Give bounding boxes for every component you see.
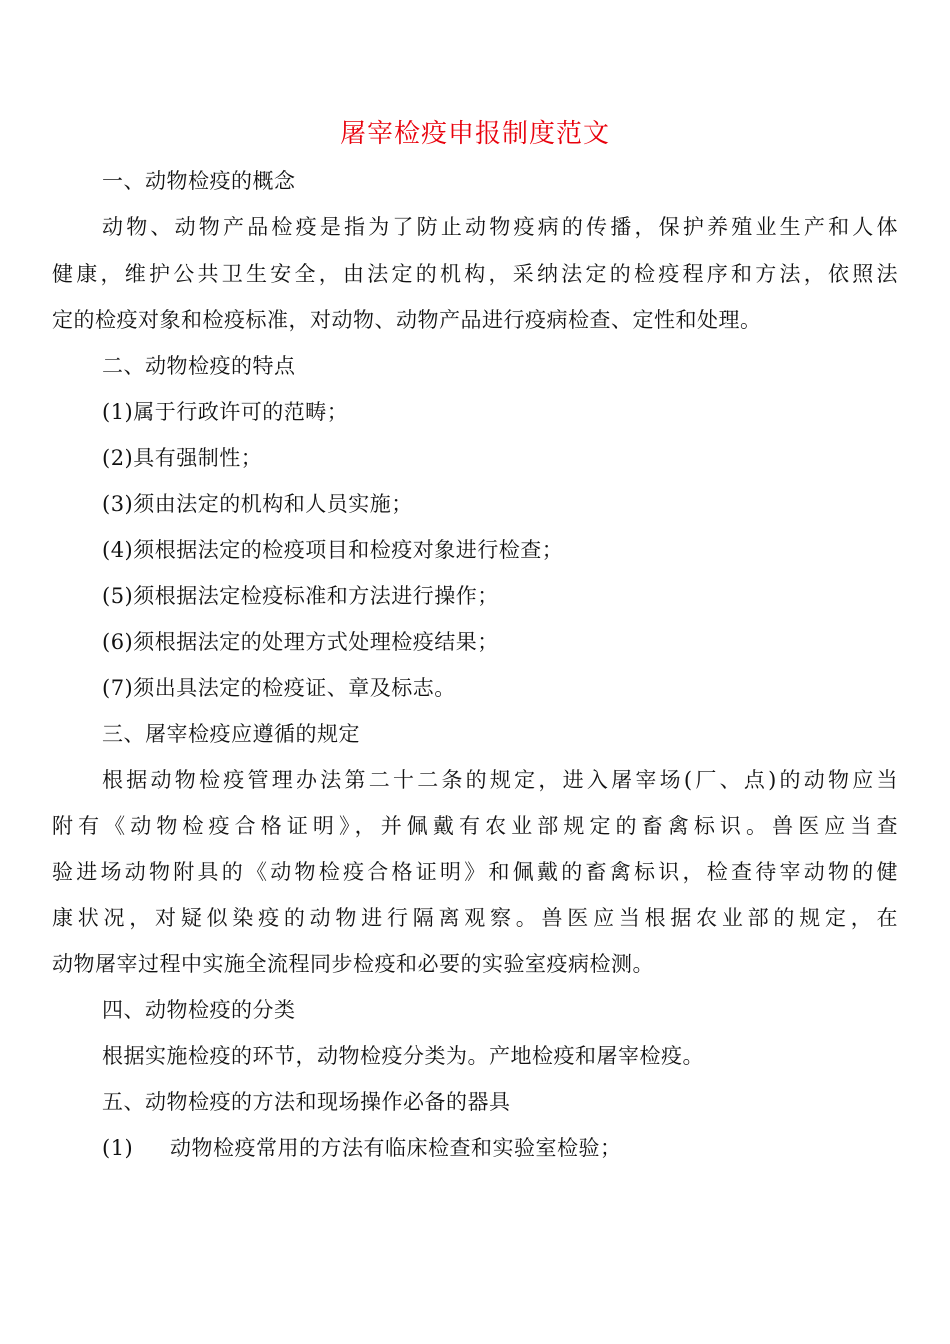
document-title: 屠宰检疫申报制度范文 xyxy=(339,119,610,149)
list-item: (5)须根据法定检疫标准和方法进行操作； xyxy=(102,584,499,608)
paragraph-line: 康状况，对疑似染疫的动物进行隔离观察。兽医应当根据农业部的规定，在 xyxy=(52,906,898,930)
list-item: (3)须由法定的机构和人员实施； xyxy=(102,492,413,516)
paragraph-line: 根据实施检疫的环节，动物检疫分类为。产地检疫和屠宰检疫。 xyxy=(102,1044,704,1068)
section-heading: 二、动物检疫的特点 xyxy=(102,354,296,378)
list-item-text: 动物检疫常用的方法有临床检查和实验室检验； xyxy=(170,1136,622,1160)
paragraph-line: 定的检疫对象和检疫标准，对动物、动物产品进行疫病检查、定性和处理。 xyxy=(52,308,762,332)
section-heading: 三、屠宰检疫应遵循的规定 xyxy=(102,722,360,746)
paragraph-line: 动物、动物产品检疫是指为了防止动物疫病的传播，保护养殖业生产和人体 xyxy=(102,215,898,239)
section-heading: 五、动物检疫的方法和现场操作必备的器具 xyxy=(102,1090,511,1114)
section-heading: 一、动物检疫的概念 xyxy=(102,169,296,193)
paragraph-line: 动物屠宰过程中实施全流程同步检疫和必要的实验室疫病检测。 xyxy=(52,952,654,976)
list-item: (7)须出具法定的检疫证、章及标志。 xyxy=(102,676,456,700)
list-item: (4)须根据法定的检疫项目和检疫对象进行检查； xyxy=(102,538,564,562)
paragraph-line: 健康，维护公共卫生安全，由法定的机构，采纳法定的检疫程序和方法，依照法 xyxy=(52,262,898,286)
paragraph-line: 根据动物检疫管理办法第二十二条的规定，进入屠宰场(厂、点)的动物应当 xyxy=(102,768,898,792)
section-heading: 四、动物检疫的分类 xyxy=(102,998,296,1022)
list-item: (6)须根据法定的处理方式处理检疫结果； xyxy=(102,630,499,654)
list-item: (1)属于行政许可的范畴； xyxy=(102,400,349,424)
list-item xyxy=(102,1133,898,1163)
list-item-number: (1) xyxy=(102,1136,134,1160)
paragraph-line: 附有《动物检疫合格证明》，并佩戴有农业部规定的畜禽标识。兽医应当查 xyxy=(52,814,898,838)
list-item: (2)具有强制性； xyxy=(102,446,263,470)
paragraph-line: 验进场动物附具的《动物检疫合格证明》和佩戴的畜禽标识，检查待宰动物的健 xyxy=(52,860,898,884)
